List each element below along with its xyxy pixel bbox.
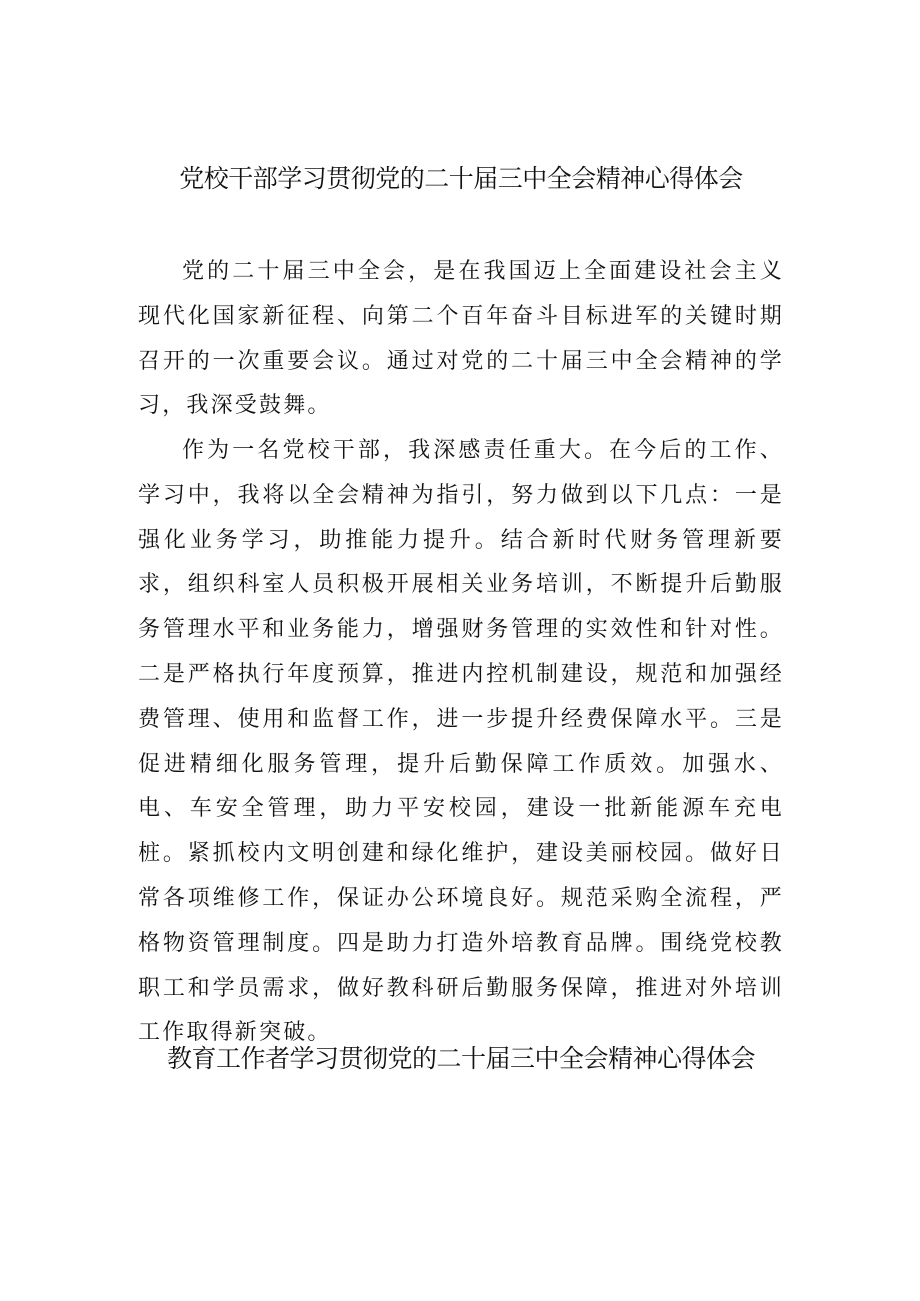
document-title-1: 党校干部学习贯彻党的二十届三中全会精神心得体会 [179, 164, 743, 193]
paragraph-2: 作为一名党校干部，我深感责任重大。在今后的工作、学习中，我将以全会精神为指引，努力做到以下几点：一是强化业务学习，助推能力提升。结合新时代财务管理新要求，组织科室人员积极开展相关业务培训，不断提升后勤服务管理水平和业务能力，增强财务管理的实效性和针对性。二是严格执行年度预算，推进内控机制建设，规范和加强经费管理、使用和监督工作，进一步提升经费保障水平。三是促进精细化服务管理，提升后勤保障工作质效。加强水、电、车安全管理，助力平安校园，建设一批新能源车充电桩。紧抓校内文明创建和绿化维护，建设美丽校园。做好日常各项维修工作，保证办公环境良好。规范采购全流程，严格物资管理制度。四是助力打造外培教育品牌。围绕党校教职工和学员需求，做好教科研后勤服务保障，推进对外培训工作取得新突破。 [138, 438, 784, 1046]
paragraph-1: 党的二十届三中全会，是在我国迈上全面建设社会主义现代化国家新征程、向第二个百年奋斗目标进军的关键时期召开的一次重要会议。通过对党的二十届三中全会精神的学习，我深受鼓舞。 [138, 259, 784, 419]
document-title-2: 教育工作者学习贯彻党的二十届三中全会精神心得体会 [166, 1044, 755, 1073]
